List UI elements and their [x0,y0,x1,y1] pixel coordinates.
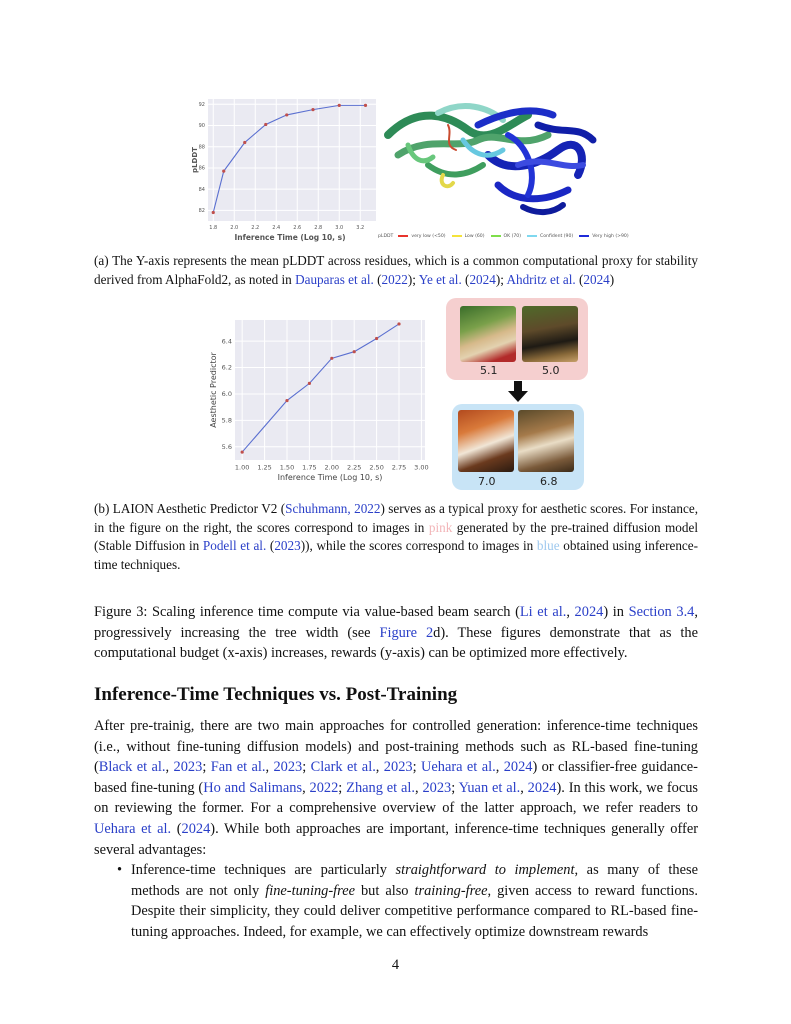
figure-a-ytick-label: 88 [198,144,205,151]
figure-a-ytick-label: 86 [198,165,205,172]
figure-a-caption: (a) The Y-axis represents the mean pLDDT across residues, which is a common computational proxy for stability derived from AlphaFold2, as noted in Dauparas et al. (2022); Ye et al. (2024); Ahdritz et al. (2024) [94,253,698,287]
figure-b-data-point [308,382,311,385]
figure-b-xtick-label: 1.50 [279,463,295,472]
figure-b-data-point [397,322,400,325]
figure-a-xtick-label: 1.8 [209,225,218,231]
dog-image-2 [522,306,578,362]
section-link[interactable]: Section 3.4 [628,604,695,620]
dog-image-3 [458,410,514,472]
figure-a-xtick-label: 3.0 [335,225,344,231]
figure-a-data-point [243,141,246,144]
figure-a-xtick-label: 3.2 [356,225,365,231]
figure-a-data-point [222,170,225,173]
citation-link[interactable]: Black et al. [98,759,166,776]
citation-year-link[interactable]: 2024 [181,820,211,837]
figure-b-data-point [241,450,244,453]
figure-b-xtick-label: 2.75 [391,463,407,472]
citation-link[interactable]: Uehara et al. [94,820,172,837]
citation-link[interactable]: Podell et al. [202,538,267,553]
figure-a-ytick-label: 92 [198,101,205,108]
dog-image-4 [518,410,574,472]
figure-a-data-point [285,113,288,116]
legend-label: Confident (90) [540,233,574,239]
section-paragraph: After pre-trainig, there are two main approaches for controlled generation: inference-time techniques (i.e., without fine-tuning diffusion models) and post-training methods such as RL-based fine-tuning (Black et al., 2023; Fan et al., 2023; Clark et al., 2023; Uehara et al., 2024) or classifier-free guidance-based fine-tuning (Ho and Salimans, 2022; Zhang et al., 2023; Yuan et al., 2024). In this work, we focus on reviewing the former. For a comprehensive overview of the latter approach, we refer readers to Uehara et al. (2024). While both approaches are important, inference-time techniques generally offer several advantages: [94,718,699,858]
legend-item [527,234,573,239]
figure-a-data-point [264,123,267,126]
score-bottom-2: 6.8 [540,475,558,488]
pink-word: pink [428,519,453,535]
citation-link[interactable]: Clark et al. [310,759,376,776]
legend-label: Low (60) [464,233,485,239]
figure-link[interactable]: Figure 2 [379,624,434,641]
blue-word: blue [536,538,560,553]
figure-a-ytick-label: 82 [198,208,205,215]
legend-swatch [527,235,537,238]
figure-b-data-point [330,357,333,360]
citation-link[interactable]: Li et al. [519,604,567,620]
figure-a-data-point [338,104,341,107]
figure-a-xtick-label: 2.2 [251,225,260,231]
figure-b-xtick-label: 3.00 [414,463,429,472]
figure-b-ytick-label: 6.2 [221,363,232,372]
figure-3-caption: Figure 3: Scaling inference time compute via value-based beam search (Li et al., 2024) in Section 3.4, progressively increasing the tree width (see Figure 2d). These figures demonstrate that as the computational budget (x-axis) increases, rewards (y-axis) can be optimized more effectively. [94,604,698,662]
dog-image-1 [460,306,516,362]
citation-link[interactable]: Dauparas et al. [295,271,374,287]
figure-b-xtick-label: 2.00 [324,463,340,472]
figure-b-ylabel: Aesthetic Predictor [209,352,218,428]
figure-a-data-point [364,104,367,107]
figure-a-xtick-label: 2.8 [314,225,323,231]
section-title: Inference-Time Techniques vs. Post-Training [94,684,458,705]
citation-link[interactable]: Ye et al. [418,271,462,287]
citation-year-link[interactable]: 2023 [383,759,413,776]
bullet-item: • Inference-time techniques are particularly straightforward to implement, as many of these methods are not only fine-tuning-free but also training-free, given access to reward functions. Despite their simplicity, they could deliver competitive performance compared to RL-based fine-tuning approaches. Indeed, for example, we can effectively optimize downstream rewards [117,862,698,940]
figure-b-data-point [285,399,288,402]
citation-year-link[interactable]: 2022 [381,271,408,287]
citation-year-link[interactable]: 2024 [583,271,610,287]
legend-swatch [491,235,501,238]
score-top-2: 5.0 [542,364,560,377]
figure-a-xtick-label: 2.4 [272,225,281,231]
legend-item [579,234,628,239]
legend-swatch [579,235,589,238]
down-arrow-icon [508,381,528,403]
citation-link[interactable]: Schuhmann, 2022 [285,501,381,516]
section-heading [94,684,457,706]
legend-swatch [398,235,408,238]
citation-year-link[interactable]: 2023 [422,779,452,796]
figure-a-data-point [311,108,314,111]
citation-link[interactable]: Ahdritz et al. [506,271,576,287]
figure-b-xtick-label: 2.25 [346,463,362,472]
figure-a-xtick-label: 2.6 [293,225,302,231]
citation-year-link[interactable]: 2024 [503,759,533,776]
figure-b-data-point [353,350,356,353]
pink-image-panel [446,298,588,380]
legend-item [491,234,522,239]
figure-a-ytick-label: 84 [198,186,205,193]
figure-b-xtick-label: 1.75 [302,463,317,472]
figure-a-ylabel: pLDDT [191,147,199,173]
legend-label: OK (70) [503,233,522,239]
citation-link[interactable]: Fan et al. [210,759,266,776]
figure-a-xtick-label: 2.0 [230,225,239,231]
figure-b-xtick-label: 1.00 [234,463,250,472]
figure-b-ytick-label: 6.0 [221,390,232,399]
legend-title: pLDDT [378,233,394,239]
figure-a-ytick-label: 90 [198,123,205,130]
figure-a-plddt-chart [190,95,380,245]
citation-year-link[interactable]: 2024 [469,271,496,287]
figure-b-aesthetic-chart [205,315,430,485]
citation-link[interactable]: Yuan et al. [458,779,521,796]
citation-year-link[interactable]: 2023 [274,538,301,553]
plddt-legend [378,231,629,241]
figure-b-data-point [375,337,378,340]
citation-year-link[interactable]: 2024 [574,604,604,620]
citation-link[interactable]: Uehara et al. [420,759,496,776]
citation-link[interactable]: Ho and Salimans [203,779,303,796]
legend-label: very low (<50) [411,233,446,239]
figure-b-xtick-label: 1.25 [257,463,272,472]
figure-b-ytick-label: 6.4 [221,337,232,346]
score-top-1: 5.1 [480,364,498,377]
figure-a-data-point [212,211,215,214]
legend-item [398,234,445,239]
figure-a-xlabel: Inference Time (Log 10, s) [234,233,346,242]
figure-b-caption: (b) LAION Aesthetic Predictor V2 (Schuhmann, 2022) serves as a typical proxy for aesthetic scores. For instance, in the figure on the right, the scores correspond to images in pink generated by the pre-trained diffusion model (Stable Diffusion in Podell et al. (2023)), while the scores correspond to images in blue obtained using inference-time techniques. [94,501,699,572]
legend-item [452,234,485,239]
citation-year-link[interactable]: 2022 [309,779,339,796]
figure-b-ytick-label: 5.8 [221,416,232,425]
citation-year-link[interactable]: 2024 [527,779,557,796]
citation-year-link[interactable]: 2023 [173,759,203,776]
citation-link[interactable]: Zhang et al. [346,779,415,796]
citation-year-link[interactable]: 2023 [273,759,303,776]
blue-image-panel [452,404,584,490]
legend-swatch [452,235,462,238]
figure-b-xlabel: Inference Time (Log 10, s) [277,473,383,482]
bullet-icon: • [117,862,123,878]
protein-structure-illustration [378,95,608,223]
figure-b-ytick-label: 5.6 [221,442,232,451]
score-bottom-1: 7.0 [478,475,496,488]
figure-b-xtick-label: 2.50 [369,463,384,472]
legend-label: Very high (>90) [592,233,629,239]
page-number: 4 [391,957,400,973]
